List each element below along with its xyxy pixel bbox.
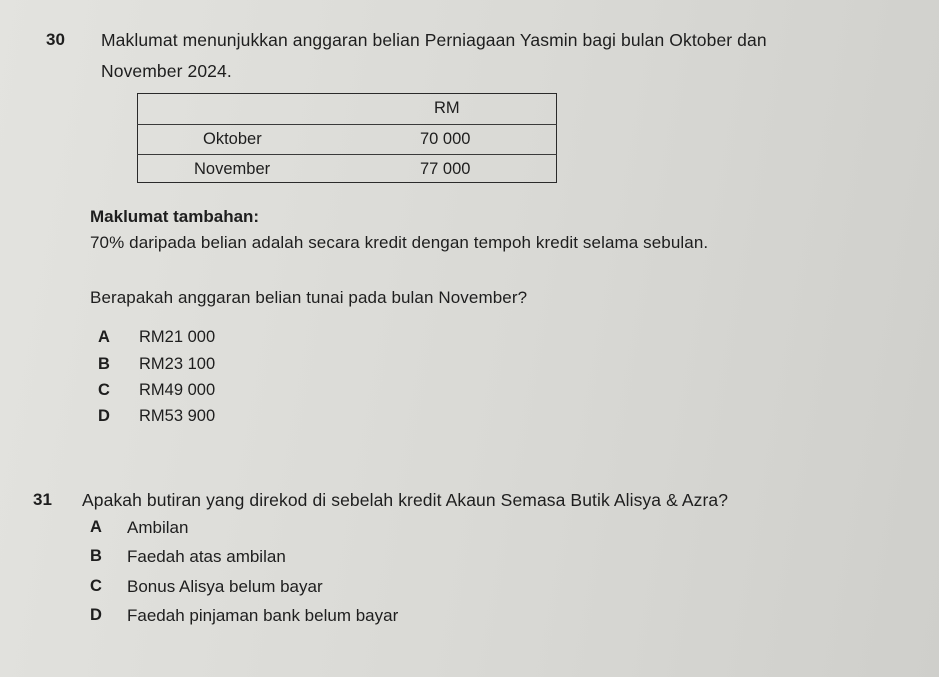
option-d-letter: D [98,407,110,425]
option-a-letter: A [90,518,102,536]
option-b-letter: B [98,355,110,373]
option-d-text[interactable]: Faedah pinjaman bank belum bayar [127,606,399,625]
option-b-text[interactable]: Faedah atas ambilan [127,547,286,566]
option-b-letter: B [90,547,102,565]
option-d-text[interactable]: RM53 900 [139,407,216,425]
table-row-month: November [194,160,271,178]
question-31-number: 31 [33,490,52,509]
question-30-prompt: Berapakah anggaran belian tunai pada bulan November? [90,288,528,307]
option-c-letter: C [98,381,110,399]
table-row-value: 70 000 [420,130,471,148]
option-a-text[interactable]: RM21 000 [139,328,216,346]
option-a-text[interactable]: Ambilan [127,518,189,537]
table-row-month: Oktober [203,130,262,148]
option-b-text[interactable]: RM23 100 [139,355,216,373]
option-c-text[interactable]: RM49 000 [139,381,216,399]
option-c-letter: C [90,577,102,595]
question-30-stem-line2: November 2024. [101,61,232,81]
extra-info-title: Maklumat tambahan: [90,207,260,226]
option-d-letter: D [90,606,102,624]
option-c-text[interactable]: Bonus Alisya belum bayar [127,577,323,596]
option-a-letter: A [98,328,110,346]
question-30-number: 30 [46,30,65,49]
table-divider-2 [137,154,557,155]
question-30-stem-line1: Maklumat menunjukkan anggaran belian Perniagaan Yasmin bagi bulan Oktober dan [101,30,767,50]
extra-info-text: 70% daripada belian adalah secara kredit dengan tempoh kredit selama sebulan. [90,233,709,252]
table-divider-1 [137,124,557,125]
table-row-value: 77 000 [420,160,471,178]
table-header-rm: RM [434,99,460,117]
question-31-stem: Apakah butiran yang direkod di sebelah kredit Akaun Semasa Butik Alisya & Azra? [82,490,729,510]
